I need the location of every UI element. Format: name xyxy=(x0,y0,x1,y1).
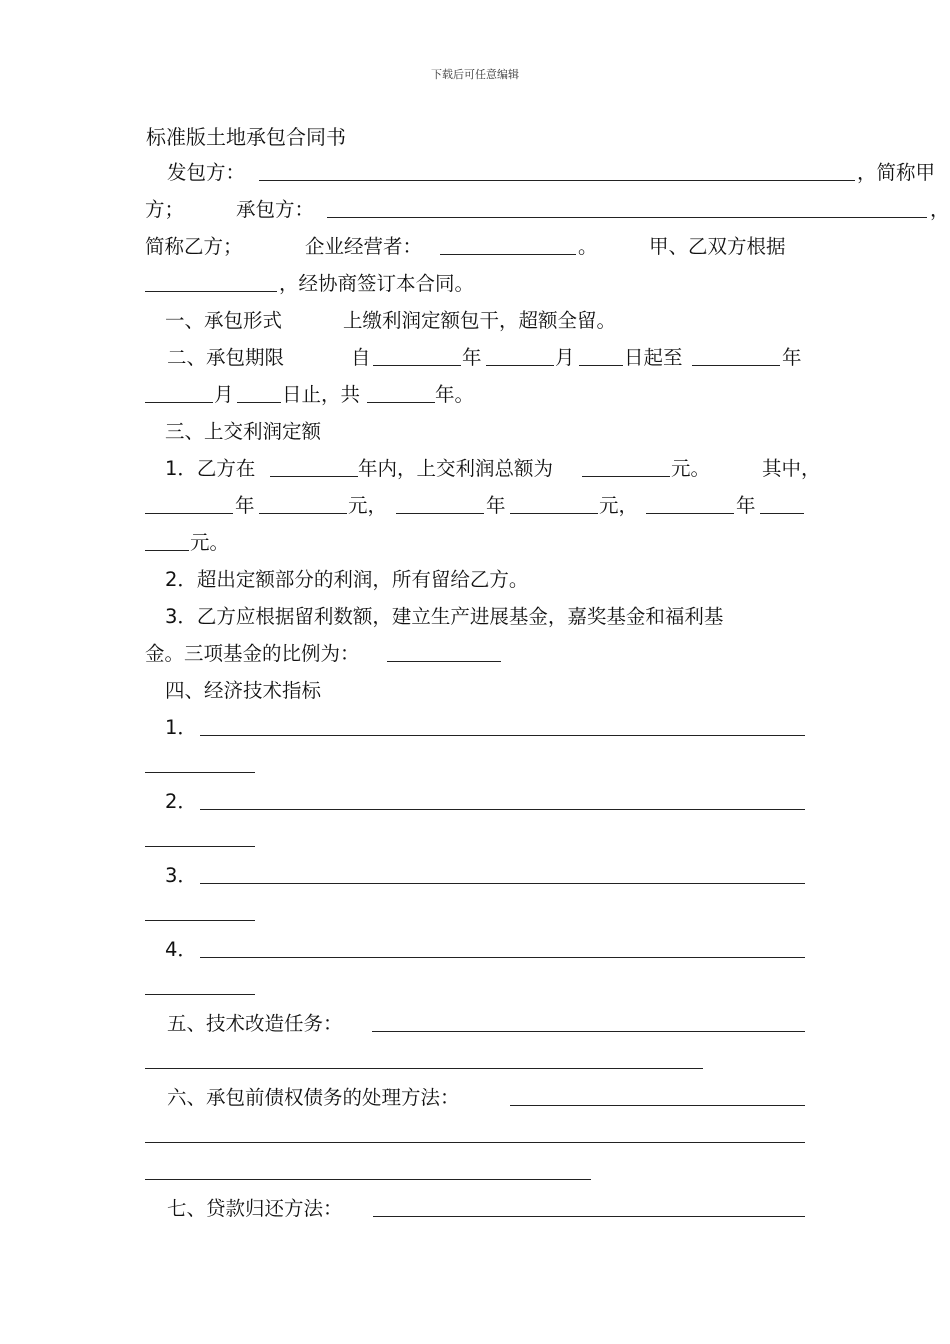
indicator-1-blank-cont[interactable] xyxy=(145,746,255,773)
basis-text: 甲、乙双方根据 xyxy=(649,235,786,258)
yuan-2-label: 元， xyxy=(599,494,639,517)
from-label: 自 xyxy=(351,346,371,369)
section-5-cont xyxy=(145,1042,815,1079)
section-1 xyxy=(145,302,815,339)
total-profit-label: 年内，上交利润总额为 xyxy=(358,457,554,480)
amount-3-blank-cont[interactable] xyxy=(145,524,189,551)
section-5-blank[interactable] xyxy=(372,1005,805,1032)
year-label-2: 年 xyxy=(782,346,802,369)
years-label: 年。 xyxy=(435,383,475,406)
indicator-1 xyxy=(145,709,815,746)
section-2-heading: 二、承包期限 xyxy=(167,346,285,369)
year-3-blank[interactable] xyxy=(646,487,734,514)
period: 。 xyxy=(578,235,598,258)
section-3-item-3-cont xyxy=(145,635,815,672)
contract-body xyxy=(145,154,950,1227)
to-label: 日起至 xyxy=(624,346,683,369)
section-4-heading: 四、经济技术指标 xyxy=(165,679,322,702)
section-1-heading: 一、承包形式 xyxy=(165,309,283,332)
indicator-4-blank-cont[interactable] xyxy=(145,968,255,995)
fund-ratio-blank[interactable] xyxy=(387,635,501,662)
section-6 xyxy=(145,1079,815,1116)
indicator-3-blank[interactable] xyxy=(200,857,805,884)
total-profit-blank[interactable] xyxy=(582,450,670,477)
party-a-label: 发包方： xyxy=(167,161,246,184)
indicator-2-num: 2． xyxy=(165,790,197,813)
indicator-3-num: 3． xyxy=(165,864,197,887)
amount-3-blank[interactable] xyxy=(760,487,804,514)
section-5-blank-cont[interactable] xyxy=(145,1042,703,1069)
indicator-4 xyxy=(145,931,815,968)
section-6-heading: 六、承包前债权债务的处理方法： xyxy=(167,1086,460,1109)
section-6-blank[interactable] xyxy=(510,1079,805,1106)
yuan-1-label: 元， xyxy=(348,494,388,517)
line-party-a xyxy=(145,154,936,191)
section-2-cont xyxy=(145,376,815,413)
indicator-4-num: 4． xyxy=(165,938,197,961)
section-3-item-2 xyxy=(145,561,815,598)
amount-2-blank[interactable] xyxy=(510,487,598,514)
year-3-label: 年 xyxy=(736,494,756,517)
section-3-item-3 xyxy=(145,598,815,635)
section-1-text: 上缴利润定额包干，超额全留。 xyxy=(343,309,617,332)
section-7-heading: 七、贷款归还方法： xyxy=(167,1197,343,1220)
operator-blank[interactable] xyxy=(440,228,576,255)
indicator-3-cont xyxy=(145,894,815,931)
section-7 xyxy=(145,1190,815,1227)
section-5-heading: 五、技术改造任务： xyxy=(167,1012,343,1035)
indicator-4-blank[interactable] xyxy=(200,931,805,958)
indicator-4-cont xyxy=(145,968,815,1005)
indicator-2-blank-cont[interactable] xyxy=(145,820,255,847)
party-a-abbr-cont: 方； xyxy=(145,198,185,221)
section-5 xyxy=(145,1005,815,1042)
amount-1-blank[interactable] xyxy=(259,487,347,514)
operator-label: 企业经营者： xyxy=(305,235,423,258)
section-6-cont-1 xyxy=(145,1116,815,1153)
document-title: 标准版土地承包合同书 xyxy=(146,125,346,149)
section-3-item-1-end xyxy=(145,524,815,561)
years-blank[interactable] xyxy=(270,450,358,477)
comma: ， xyxy=(930,198,950,221)
page-header: 下载后可任意编辑 xyxy=(431,68,519,81)
section-6-blank-cont-2[interactable] xyxy=(145,1153,591,1180)
party-b-abbr: 简称乙方； xyxy=(145,235,243,258)
section-6-blank-cont-1[interactable] xyxy=(145,1116,805,1143)
line-party-b xyxy=(145,191,950,228)
yuan-3-label: 元。 xyxy=(190,531,230,554)
indicator-3-blank-cont[interactable] xyxy=(145,894,255,921)
section-4 xyxy=(145,672,815,709)
indicator-2-cont xyxy=(145,820,815,857)
start-year-blank[interactable] xyxy=(373,339,461,366)
total-label: 日止，共 xyxy=(282,383,361,406)
year-1-blank[interactable] xyxy=(145,487,233,514)
section-2 xyxy=(145,339,815,376)
agreement-text: ，经协商签订本合同。 xyxy=(279,272,475,295)
section-3-item-1 xyxy=(145,450,821,487)
indicator-3 xyxy=(145,857,815,894)
indicator-2 xyxy=(145,783,815,820)
end-day-blank[interactable] xyxy=(237,376,281,403)
indicator-1-blank[interactable] xyxy=(200,709,805,736)
basis-blank[interactable] xyxy=(145,265,277,292)
yuan-label: 元。 xyxy=(671,457,711,480)
item-1-text: 1．乙方在 xyxy=(165,457,256,480)
month-label-2: 月 xyxy=(214,383,234,406)
total-years-blank[interactable] xyxy=(367,376,435,403)
section-3-heading: 三、上交利润定额 xyxy=(165,420,322,443)
year-2-blank[interactable] xyxy=(396,487,484,514)
indicator-1-num: 1． xyxy=(165,716,197,739)
end-year-blank[interactable] xyxy=(692,339,780,366)
line-operator xyxy=(145,228,815,265)
party-b-blank[interactable] xyxy=(327,191,927,218)
item-2-text: 2．超出定额部分的利润，所有留给乙方。 xyxy=(165,568,529,591)
party-a-blank[interactable] xyxy=(259,154,855,181)
among-label: 其中， xyxy=(762,457,821,480)
end-month-blank[interactable] xyxy=(145,376,213,403)
month-label: 月 xyxy=(555,346,575,369)
item-3-text: 3．乙方应根据留利数额，建立生产进展基金，嘉奖基金和福利基 xyxy=(165,605,724,628)
fund-ratio-label: 金。三项基金的比例为： xyxy=(145,642,360,665)
party-a-abbr: ，简称甲 xyxy=(857,161,936,184)
start-day-blank[interactable] xyxy=(579,339,623,366)
line-agreement xyxy=(145,265,815,302)
year-2-label: 年 xyxy=(486,494,506,517)
start-month-blank[interactable] xyxy=(486,339,554,366)
indicator-1-cont xyxy=(145,746,815,783)
section-3-item-1-breakdown xyxy=(145,487,815,524)
indicator-2-blank[interactable] xyxy=(200,783,805,810)
year-label: 年 xyxy=(462,346,482,369)
year-1-label: 年 xyxy=(235,494,255,517)
section-3 xyxy=(145,413,815,450)
party-b-label: 承包方： xyxy=(236,198,315,221)
section-7-blank[interactable] xyxy=(373,1190,805,1217)
section-6-cont-2 xyxy=(145,1153,815,1190)
